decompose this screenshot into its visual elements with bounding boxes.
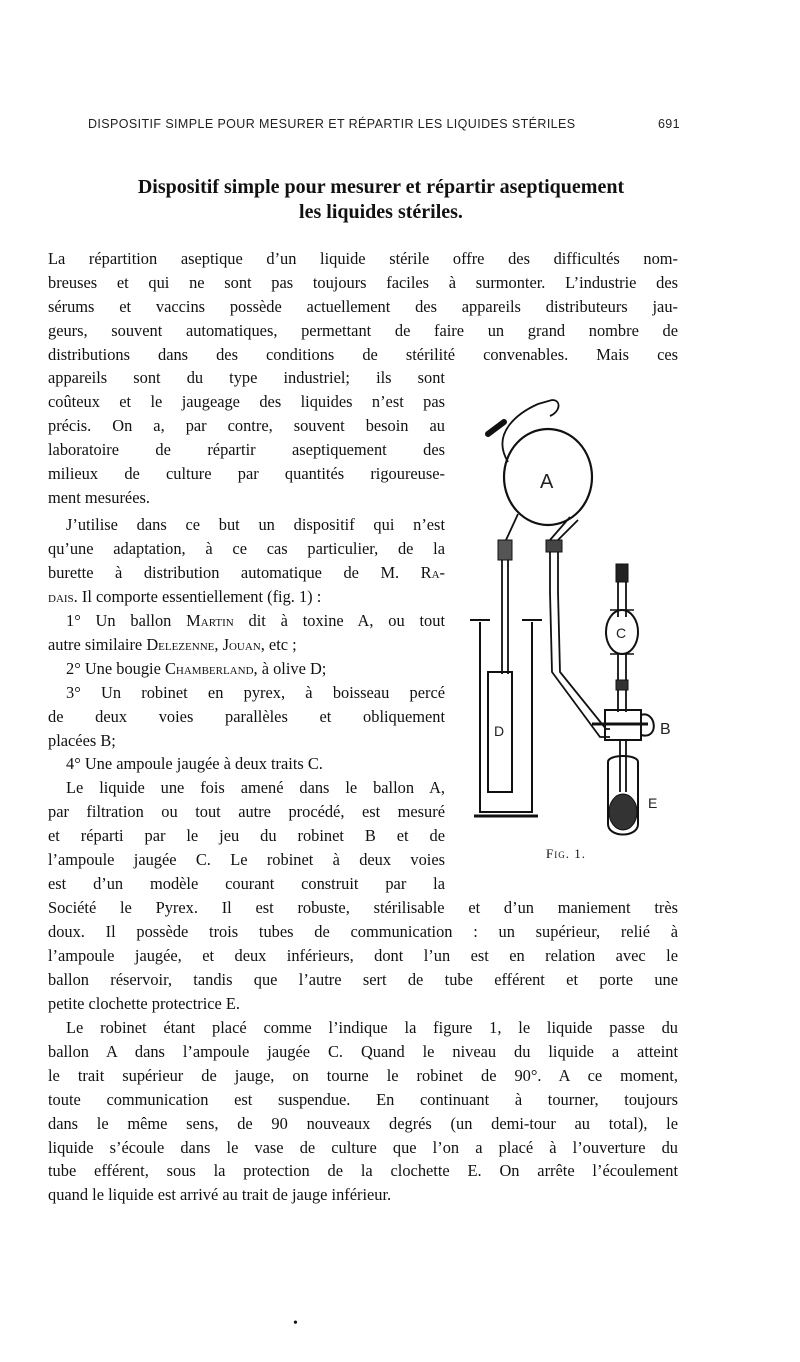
text-fragment: 1° Un ballon	[66, 611, 187, 630]
footer-mark: •	[293, 1316, 298, 1331]
ampoule-top-cap	[616, 564, 628, 582]
list-item	[48, 657, 445, 681]
author-name: Ra-	[420, 562, 445, 582]
label-c: C	[616, 625, 627, 641]
paragraph-3-full	[48, 896, 678, 1016]
figure-caption: Fig. 1.	[546, 846, 586, 861]
author-name: Chamberland	[164, 658, 254, 678]
connecting-tube	[550, 592, 610, 737]
text-line: Société le Pyrex. Il est robuste, stérilisable et d’un maniement très	[48, 898, 678, 917]
text-line: qu’une adaptation, à ce cas particulier, de la	[48, 538, 445, 558]
text-line	[48, 561, 445, 585]
paragraph-2	[48, 513, 445, 609]
text-line: liquide s’écoule dans le vase de culture que l’on a placé à l’ouverture du	[48, 1137, 678, 1157]
article-title	[48, 175, 714, 225]
label-e: E	[648, 795, 658, 811]
figure-apparatus	[460, 392, 700, 862]
list-item-continued	[48, 633, 445, 657]
flask-outlet-right	[550, 517, 570, 592]
text-line: l’ampoule jaugée C. Le robinet à deux voies	[48, 849, 445, 869]
author-name: Delezenne	[146, 634, 215, 654]
text-line: dans le même sens, de 90 nouveaux degrés (un demi-tour au total), le	[48, 1113, 678, 1133]
list-item-continued: de deux voies parallèles et obliquement	[48, 706, 445, 726]
text-fragment: 2° Une bougie	[66, 658, 165, 678]
text-fragment: , etc ;	[260, 634, 297, 654]
text-line: précis. On a, par contre, souvent besoin au	[48, 415, 445, 435]
text-line: l’ampoule jaugée, et deux inférieurs, dont l’un est en relation avec le	[48, 945, 678, 965]
flask-outlet-left	[506, 514, 518, 540]
list-item	[48, 609, 445, 633]
running-title: DISPOSITIF SIMPLE POUR MESURER ET RÉPARTIR LES LIQUIDES STÉRILES	[88, 117, 576, 131]
author-name: Martin	[186, 611, 234, 630]
paragraph-1-narrow	[48, 366, 445, 509]
text-fragment: ,	[214, 634, 223, 654]
paragraph-3-narrow	[48, 776, 445, 896]
list-item-continued: placées B;	[48, 730, 116, 750]
bell-e-plug	[609, 794, 637, 830]
tube-joint	[546, 540, 562, 552]
text-line: est d’un modèle courant construit par la	[48, 873, 445, 893]
paragraph-4	[48, 1016, 678, 1207]
text-fragment: . Il comporte essentiellement (fig. 1) :	[73, 586, 322, 606]
text-fragment: burette à distribution automatique de M.	[48, 562, 421, 582]
list-item: 3° Un robinet en pyrex, à boisseau percé	[66, 682, 445, 702]
label-b: B	[660, 721, 671, 738]
list-item: 4° Une ampoule jaugée à deux traits C.	[66, 754, 323, 774]
paragraph-1	[48, 247, 678, 367]
running-header	[88, 117, 680, 131]
flask-outlet-right-b	[558, 520, 578, 592]
text-line: coûteux et le jaugeage des liquides n’est pas	[48, 391, 445, 411]
text-line: J’utilise dans ce but un dispositif qui n’est	[66, 515, 445, 534]
text-line: laboratoire de répartir aseptiquement des	[48, 439, 445, 459]
text-line: toute communication est suspendue. En continuant à tourner, toujours	[48, 1089, 678, 1109]
text-line: doux. Il possède trois tubes de communication : un supérieur, relié à	[48, 921, 678, 941]
text-line: tube efférent, sous la protection de la clochette E. On arrête l’écoulement	[48, 1161, 678, 1181]
item-list	[48, 609, 445, 776]
text-line: Le robinet étant placé comme l’indique la figure 1, le liquide passe du	[66, 1018, 678, 1037]
text-line: milieux de culture par quantités rigoureuse-	[48, 463, 445, 483]
label-d: D	[494, 723, 505, 739]
text-fragment: , à olive D;	[253, 658, 327, 678]
text-line: ballon A dans l’ampoule jaugée C. Quand le niveau du liquide a atteint	[48, 1041, 678, 1061]
title-line-1: Dispositif simple pour mesurer et répartir aseptiquement	[137, 176, 625, 198]
text-line: ment mesurées.	[48, 487, 150, 507]
label-a: A	[540, 471, 554, 493]
text-line: sérums et vaccins possède actuellement des appareils distributeurs jau-	[48, 296, 678, 316]
text-line: La répartition aseptique d’un liquide stérile offre des difficultés nom-	[48, 249, 678, 268]
text-line	[48, 585, 445, 609]
text-line: le trait supérieur de jauge, on tourne le robinet de 90°. A ce moment,	[48, 1065, 678, 1085]
text-line: ballon réservoir, tandis que l’autre sert de tube efférent et porte une	[48, 969, 678, 989]
author-name: Jouan	[222, 634, 261, 654]
text-line: et réparti par le jeu du robinet B et de	[48, 825, 445, 845]
outlet-tube	[620, 740, 626, 792]
title-line-2: les liquides stériles.	[299, 201, 463, 223]
author-name: dais	[48, 586, 74, 606]
text-line: Le liquide une fois amené dans le ballon A,	[66, 778, 445, 797]
text-fragment: dit à toxine A, ou tout	[233, 611, 445, 630]
text-line: quand le liquide est arrivé au trait de jauge inférieur.	[48, 1185, 392, 1205]
page-number: 691	[657, 117, 680, 131]
text-line: petite clochette protectrice E.	[48, 993, 241, 1013]
text-fragment: autre similaire	[48, 634, 147, 654]
text-line: distributions dans des conditions de stérilité convenables. Mais ces	[48, 344, 678, 364]
text-line: appareils sont du type industriel; ils sont	[48, 368, 445, 387]
ampoule-lower-joint	[616, 680, 628, 690]
text-line: breuses et qui ne sont pas toujours faciles à surmonter. L’industrie des	[48, 272, 678, 292]
flask-stopper	[488, 422, 504, 434]
text-line: par filtration ou tout autre procédé, est mesuré	[48, 801, 445, 821]
text-line: geurs, souvent automatiques, permettant de faire un grand nombre de	[48, 320, 678, 340]
inlet-joint	[498, 540, 512, 560]
